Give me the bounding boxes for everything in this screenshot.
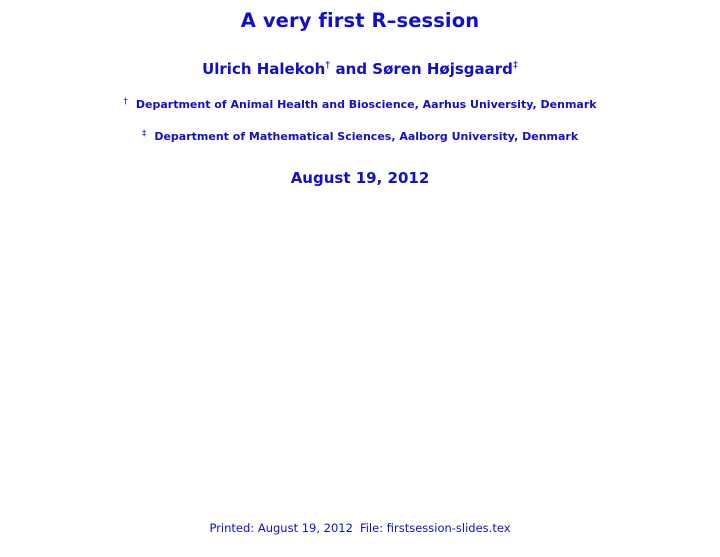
footer-printed: Printed: August 19, 2012	[209, 521, 353, 535]
affiliation-2	[0, 129, 720, 143]
author-mark-1: †	[325, 60, 331, 71]
affiliation-text-2: Department of Mathematical Sciences, Aalborg University, Denmark	[154, 130, 579, 143]
affiliation-mark-2: ‡	[141, 129, 147, 139]
footer	[0, 521, 720, 535]
author-name-2: Søren Højsgaard	[372, 60, 513, 78]
author-name-1: Ulrich Halekoh	[202, 60, 326, 78]
author-conjunction: and	[335, 60, 368, 78]
author-mark-2: ‡	[512, 60, 518, 71]
affiliation-1	[0, 97, 720, 111]
affiliation-text-1: Department of Animal Health and Bioscience, Aarhus University, Denmark	[135, 98, 597, 111]
footer-file: File: firstsession-slides.tex	[359, 521, 511, 535]
affiliation-mark-1: †	[123, 97, 128, 107]
slide-title: A very first R–session	[240, 9, 480, 32]
slide-date: August 19, 2012	[290, 169, 430, 187]
author-line	[0, 60, 720, 78]
